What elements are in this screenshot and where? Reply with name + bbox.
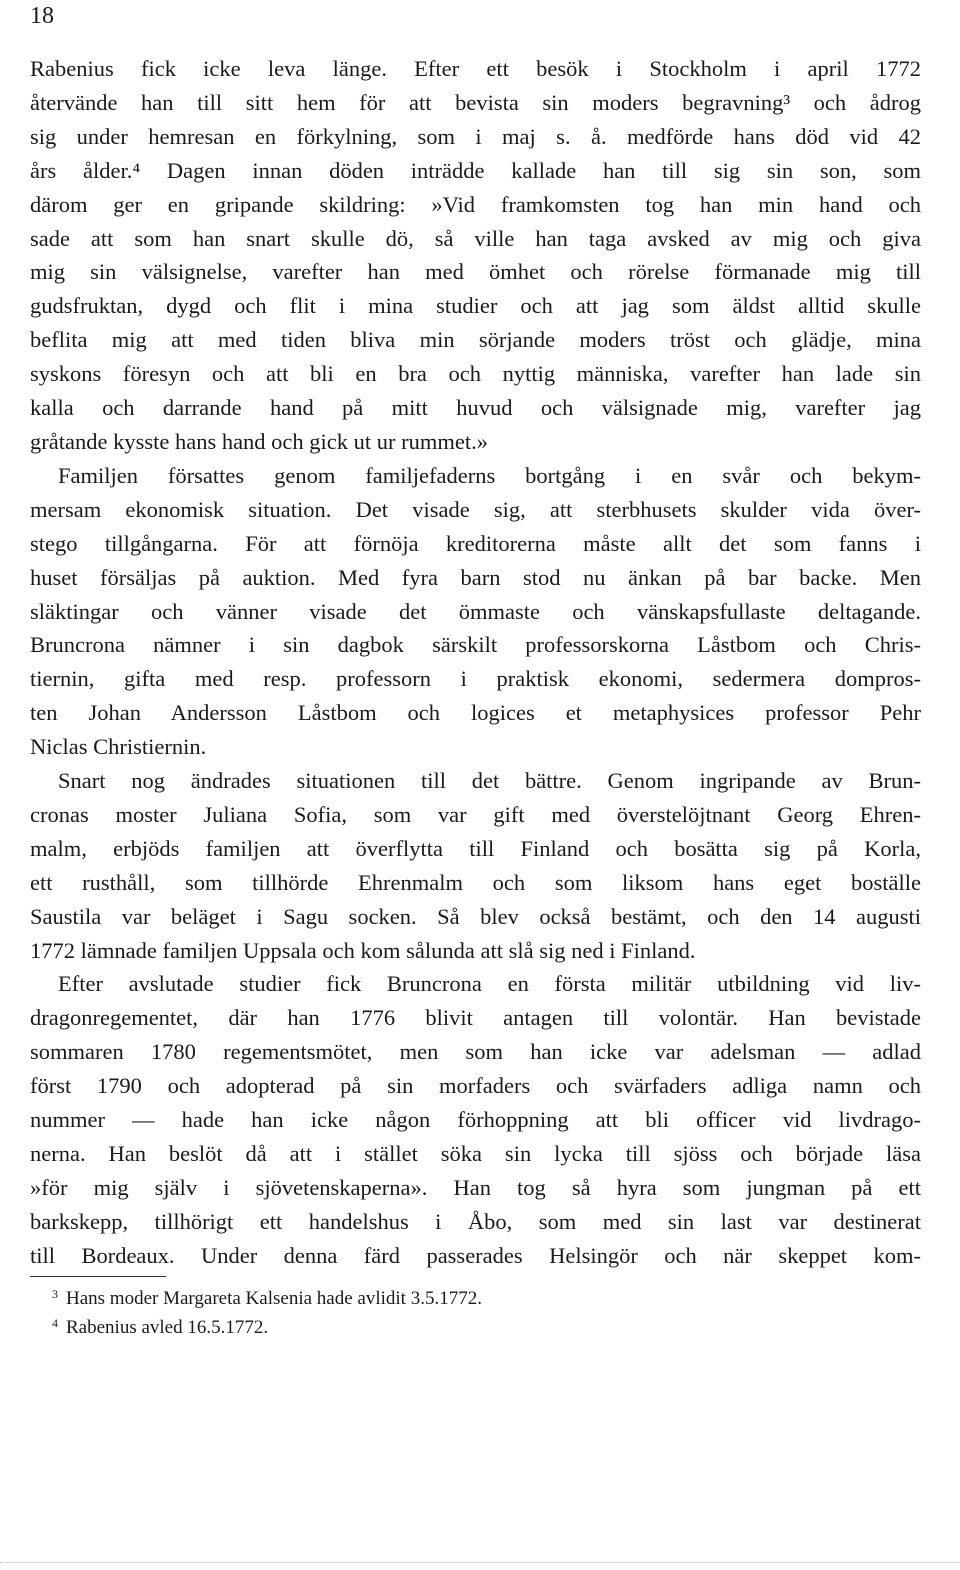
text-line: Saustila var beläget i Sagu socken. Så blev också bestämt, och den 14 augusti (30, 903, 921, 929)
footnote-text: Rabenius avled 16.5.1772. (66, 1317, 269, 1338)
text-line: nerna. Han beslöt då att i stället söka sin lycka till sjöss och började läsa (30, 1141, 921, 1166)
text-line: stego tillgångarna. För att förnöja kreditorerna måste allt det som fanns i (30, 530, 921, 556)
text-line: malm, erbjöds familjen att överflytta till Finland och bosätta sig på Korla, (30, 835, 921, 861)
text-line: sig under hemresan en förkylning, som i maj s. å. medförde hans död vid 42 (30, 123, 921, 149)
text-line: gråtande kysste hans hand och gick ut ur rummet.» (30, 428, 489, 454)
text-line: Bruncrona nämner i sin dagbok särskilt professorskorna Låstbom och Chris- (30, 632, 921, 658)
text-line: beflita mig att med tiden bliva min sörjande moders tröst och glädje, mina (30, 327, 921, 353)
page-bottom-edge (0, 1562, 960, 1563)
text-line: mersam ekonomisk situation. Det visade sig, att sterbhusets skulder vida över- (30, 496, 921, 522)
footnotes (52, 1280, 892, 1338)
footnote-divider (30, 1276, 166, 1277)
text-line: års ålder.⁴ Dagen innan döden inträdde kallade han till sig sin son, som (30, 157, 921, 183)
text-line: tiernin, gifta med resp. professorn i praktisk ekonomi, sedermera dompros- (30, 666, 921, 692)
text-line: återvände han till sitt hem för att bevista sin moders begravning³ och ådrog (30, 89, 921, 115)
text-line: först 1790 och adopterad på sin morfaders och svärfaders adliga namn och (30, 1073, 921, 1099)
body-text (30, 52, 921, 1273)
text-line: Rabenius fick icke leva länge. Efter ett besök i Stockholm i april 1772 (30, 56, 921, 81)
text-line: »för mig själv i sjövetenskaperna». Han tog så hyra som jungman på ett (30, 1174, 921, 1200)
text-line: sommaren 1780 regementsmötet, men som han icke var adelsman — adlad (30, 1039, 921, 1065)
text-line: Snart nog ändrades situationen till det bättre. Genom ingripande av Brun- (58, 768, 921, 794)
text-line: gudsfruktan, dygd och flit i mina studier och att jag som äldst alltid skulle (30, 293, 921, 319)
text-line: ett rusthåll, som tillhörde Ehrenmalm och som liksom hans eget boställe (30, 869, 921, 895)
text-line: ten Johan Andersson Låstbom och logices et metaphysices professor Pehr (30, 700, 921, 726)
footnote-marker: 3 (52, 1287, 58, 1301)
text-line: Familjen försattes genom familjefaderns bortgång i en svår och bekym- (58, 462, 921, 488)
text-line: 1772 lämnade familjen Uppsala och kom sålunda att slå sig ned i Finland. (30, 937, 696, 963)
text-line: syskons föresyn och att bli en bra och nyttig människa, varefter han lade sin (30, 361, 921, 387)
footnote (52, 1309, 892, 1338)
text-line: barkskepp, tillhörigt ett handelshus i Åbo, som med sin last var destinerat (30, 1208, 921, 1234)
text-line: cronas moster Juliana Sofia, som var gift med överstelöjtnant Georg Ehren- (30, 801, 921, 827)
text-line: släktingar och vänner visade det ömmaste och vänskapsfullaste deltagande. (30, 598, 921, 624)
text-line: nummer — hade han icke någon förhoppning att bli officer vid livdrago- (30, 1107, 921, 1133)
footnote-marker: 4 (52, 1316, 58, 1330)
text-line: huset försäljas på auktion. Med fyra barn stod nu änkan på bar backe. Men (30, 564, 921, 590)
footnote (52, 1280, 892, 1309)
text-line: till Bordeaux. Under denna färd passerades Helsingör och när skeppet kom- (30, 1242, 921, 1268)
page-number: 18 (30, 3, 54, 29)
text-line: kalla och darrande hand på mitt huvud och välsignade mig, varefter jag (30, 395, 921, 421)
footnote-text: Hans moder Margareta Kalsenia hade avlidit 3.5.1772. (66, 1288, 482, 1309)
text-line: dragonregementet, där han 1776 blivit antagen till volontär. Han bevistade (30, 1005, 921, 1031)
text-line: därom ger en gripande skildring: »Vid framkomsten tog han min hand och (30, 191, 921, 217)
text-line: Niclas Christiernin. (30, 734, 207, 760)
text-line: Efter avslutade studier fick Bruncrona en första militär utbildning vid liv- (58, 971, 921, 997)
text-line: mig sin välsignelse, varefter han med ömhet och rörelse förmanade mig till (30, 259, 921, 285)
text-line: sade att som han snart skulle dö, så ville han taga avsked av mig och giva (30, 225, 921, 251)
